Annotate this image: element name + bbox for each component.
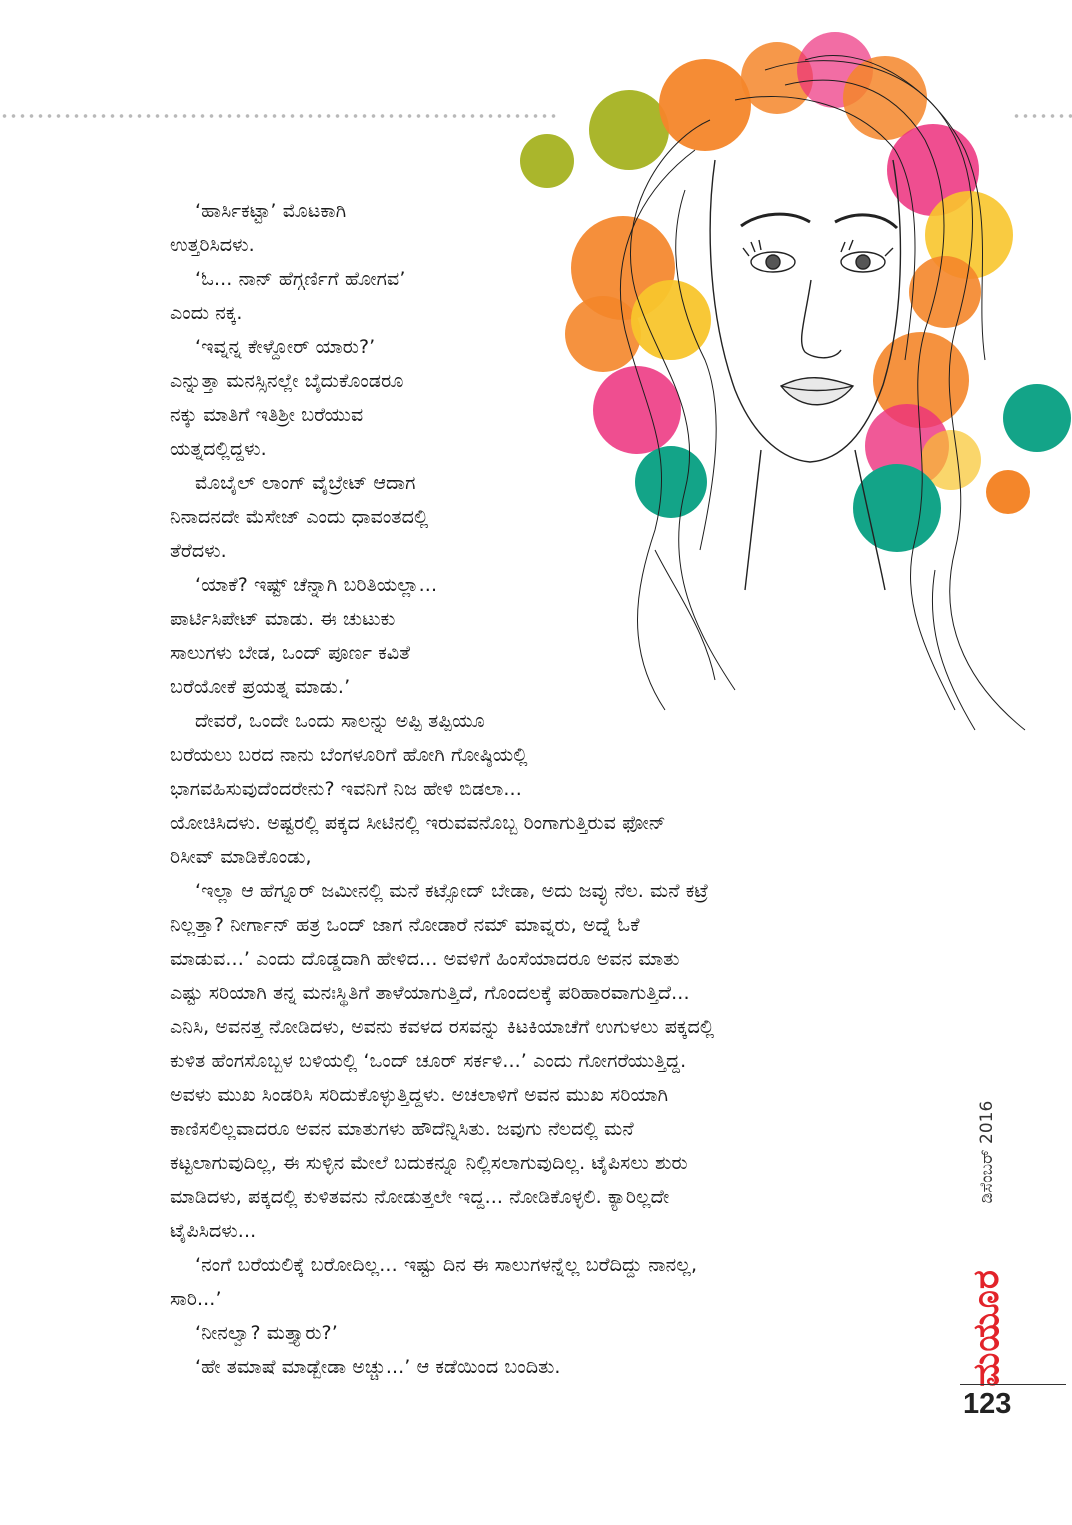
article-line: ‘ನೀನಲ್ವಾ? ಮತ್ತ್ಯಾರು?’ — [195, 1322, 338, 1344]
article-line: ಭಾಗವಹಿಸುವುದೆಂದರೇನು? ಇವನಿಗೆ ನಿಜ ಹೇಳಿ ಬಿಡಲಾ... — [170, 778, 522, 800]
article-line: ಸಾರಿ...’ — [170, 1288, 222, 1310]
article-line: ದೇವರೆ, ಒಂದೇ ಒಂದು ಸಾಲನ್ನು ಅಪ್ಪಿ ತಪ್ಪಿಯೂ — [195, 710, 485, 732]
page-number-rule — [960, 1384, 1066, 1385]
article-line: ‘ಇಲ್ಲಾ ಆ ಹೆಗ್ನೂರ್ ಜಮೀನಲ್ಲಿ ಮನೆ ಕಟ್ಸೋದ್ ಬೇಡಾ, ಅದು ಜವ್ಳು ನೆಲ. ಮನೆ ಕಟ್ರೆ — [195, 880, 709, 902]
page-number: 123 — [963, 1388, 1012, 1420]
article-line: ರಿಸೀವ್ ಮಾಡಿಕೊಂಡು, — [170, 846, 312, 868]
article-line: ಎಂದು ನಕ್ಕ. — [170, 302, 243, 324]
article-line: ಅವಳು ಮುಖ ಸಿಂಡರಿಸಿ ಸರಿದುಕೊಳ್ಳುತ್ತಿದ್ದಳು. ಅಚಲಾಳಿಗೆ ಅವನ ಮುಖ ಸರಿಯಾಗಿ — [170, 1084, 669, 1106]
article-line: ಕುಳಿತ ಹೆಂಗಸೊಬ್ಬಳ ಬಳಿಯಲ್ಲಿ ‘ಒಂದ್ ಚೂರ್ ಸರ್ಕಳಿ...’ ಎಂದು ಗೋಗರೆಯುತ್ತಿದ್ದ. — [170, 1050, 687, 1072]
dotted-rule-left — [0, 114, 560, 118]
article-line: ‘ಓ... ನಾನ್ ಹೆಗ್ಗರ್ಣಿಗೆ ಹೋಗವ’ — [195, 268, 406, 290]
article-line: ಪಾರ್ಟಿಸಿಪೇಟ್ ಮಾಡು. ಈ ಚುಟುಕು — [170, 608, 396, 630]
article-line: ‘ಹಾರ್ಸಿಕಟ್ಟಾ’ ಮೊಟಕಾಗಿ — [195, 200, 347, 222]
article-line: ಎನ್ನುತ್ತಾ ಮನಸ್ಸಿನಲ್ಲೇ ಬೈದುಕೊಂಡರೂ — [170, 370, 404, 392]
article-line: ‘ಯಾಕೆ? ಇಷ್ಟ್ ಚೆನ್ನಾಗಿ ಬರಿತಿಯಲ್ಲಾ... — [195, 574, 438, 596]
article-line: ಎಷ್ಟು ಸರಿಯಾಗಿ ತನ್ನ ಮನಃಸ್ಥಿತಿಗೆ ತಾಳೆಯಾಗುತ್ತಿದೆ, ಗೊಂದಲಕ್ಕೆ ಪರಿಹಾರವಾಗುತ್ತಿದೆ... — [170, 982, 690, 1004]
article-line: ಕಾಣಿಸಲಿಲ್ಲವಾದರೂ ಅವನ ಮಾತುಗಳು ಹೌದೆನ್ನಿಸಿತು. ಜವುಗು ನೆಲದಲ್ಲಿ ಮನೆ — [170, 1118, 634, 1140]
article-line: ಯೋಚಿಸಿದಳು. ಅಷ್ಟರಲ್ಲಿ ಪಕ್ಕದ ಸೀಟಿನಲ್ಲಿ ಇರುವವನೊಬ್ಬ ರಿಂಗಾಗುತ್ತಿರುವ ಫೋನ್ — [170, 812, 666, 834]
article-line: ನಕ್ಕು ಮಾತಿಗೆ ಇತಿಶ್ರೀ ಬರೆಯುವ — [170, 404, 364, 426]
magazine-side-label — [962, 1100, 1012, 1390]
article-line: ಎನಿಸಿ, ಅವನತ್ತ ನೋಡಿದಳು, ಅವನು ಕವಳದ ರಸವನ್ನು ಕಿಟಕಿಯಾಚೆಗೆ ಉಗುಳಲು ಪಕ್ಕದಲ್ಲಿ — [170, 1016, 715, 1038]
article-line: ಬರೆಯೋಕೆ ಪ್ರಯತ್ನ ಮಾಡು.’ — [170, 676, 351, 698]
article-line: ‘ಇವ್ನನ್ನ ಕೇಳ್ದೋರ್ ಯಾರು?’ — [195, 336, 376, 358]
article-line: ‘ನಂಗೆ ಬರೆಯಲಿಕ್ಕೆ ಬರೋದಿಲ್ಲ... ಇಷ್ಟು ದಿನ ಈ ಸಾಲುಗಳನ್ನೆಲ್ಲ ಬರೆದಿದ್ದು ನಾನಲ್ಲ, — [195, 1254, 698, 1276]
article-line: ಕಟ್ಟಲಾಗುವುದಿಲ್ಲ, ಈ ಸುಳ್ಳಿನ ಮೇಲೆ ಬದುಕನ್ನೂ ನಿಲ್ಲಿಸಲಾಗುವುದಿಲ್ಲ. ಟೈಪಿಸಲು ಶುರು — [170, 1152, 688, 1174]
portrait-illustration — [505, 30, 1072, 750]
magazine-logo: ಮಯೂರ — [966, 1269, 1007, 1387]
article-line: ಮಾಡುವ...’ ಎಂದು ದೊಡ್ಡದಾಗಿ ಹೇಳಿದ... ಅವಳಿಗೆ ಹಿಂಸೆಯಾದರೂ ಅವನ ಮಾತು — [170, 948, 680, 970]
article-line: ಯತ್ನದಲ್ಲಿದ್ದಳು. — [170, 438, 267, 460]
article-line: ಮೊಬೈಲ್ ಲಾಂಗ್ ವೈಬ್ರೇಟ್ ಆದಾಗ — [195, 472, 416, 494]
article-line: ಬರೆಯಲು ಬರದ ನಾನು ಬೆಂಗಳೂರಿಗೆ ಹೋಗಿ ಗೋಷ್ಠಿಯಲ್ಲಿ — [170, 744, 528, 766]
article-line: ತೆರೆದಳು. — [170, 540, 227, 562]
article-line: ಉತ್ತರಿಸಿದಳು. — [170, 234, 255, 256]
article-line: ನಿಲ್ಲತ್ತಾ? ನೀರ್ಗಾನ್ ಹತ್ರ ಒಂದ್ ಜಾಗ ನೋಡಾರೆ ನಮ್ ಮಾವ್ನರು, ಅದ್ನೆ ಓಕೆ — [170, 914, 640, 936]
article-line: ಮಾಡಿದಳು, ಪಕ್ಕದಲ್ಲಿ ಕುಳಿತವನು ನೋಡುತ್ತಲೇ ಇದ್ದ... ನೋಡಿಕೊಳ್ಳಲಿ. ಕ್ಯಾರಿಲ್ಲದೇ — [170, 1186, 670, 1208]
issue-date: ಡಿಸೆಂಬರ್ 2016 — [977, 1100, 997, 1204]
article-line: ಸಾಲುಗಳು ಬೇಡ, ಒಂದ್ ಪೂರ್ಣ ಕವಿತೆ — [170, 642, 411, 664]
color-splashes — [520, 32, 1071, 552]
article-line: ಟೈಪಿಸಿದಳು... — [170, 1220, 257, 1242]
article-line: ನಿನಾದನದೇ ಮೆಸೇಜ್ ಎಂದು ಧಾವಂತದಲ್ಲಿ — [170, 506, 429, 528]
article-line: ‘ಹೇ ತಮಾಷೆ ಮಾಡ್ಬೇಡಾ ಅಚ್ಚು...’ ಆ ಕಡೆಯಿಂದ ಬಂದಿತು. — [195, 1356, 561, 1378]
